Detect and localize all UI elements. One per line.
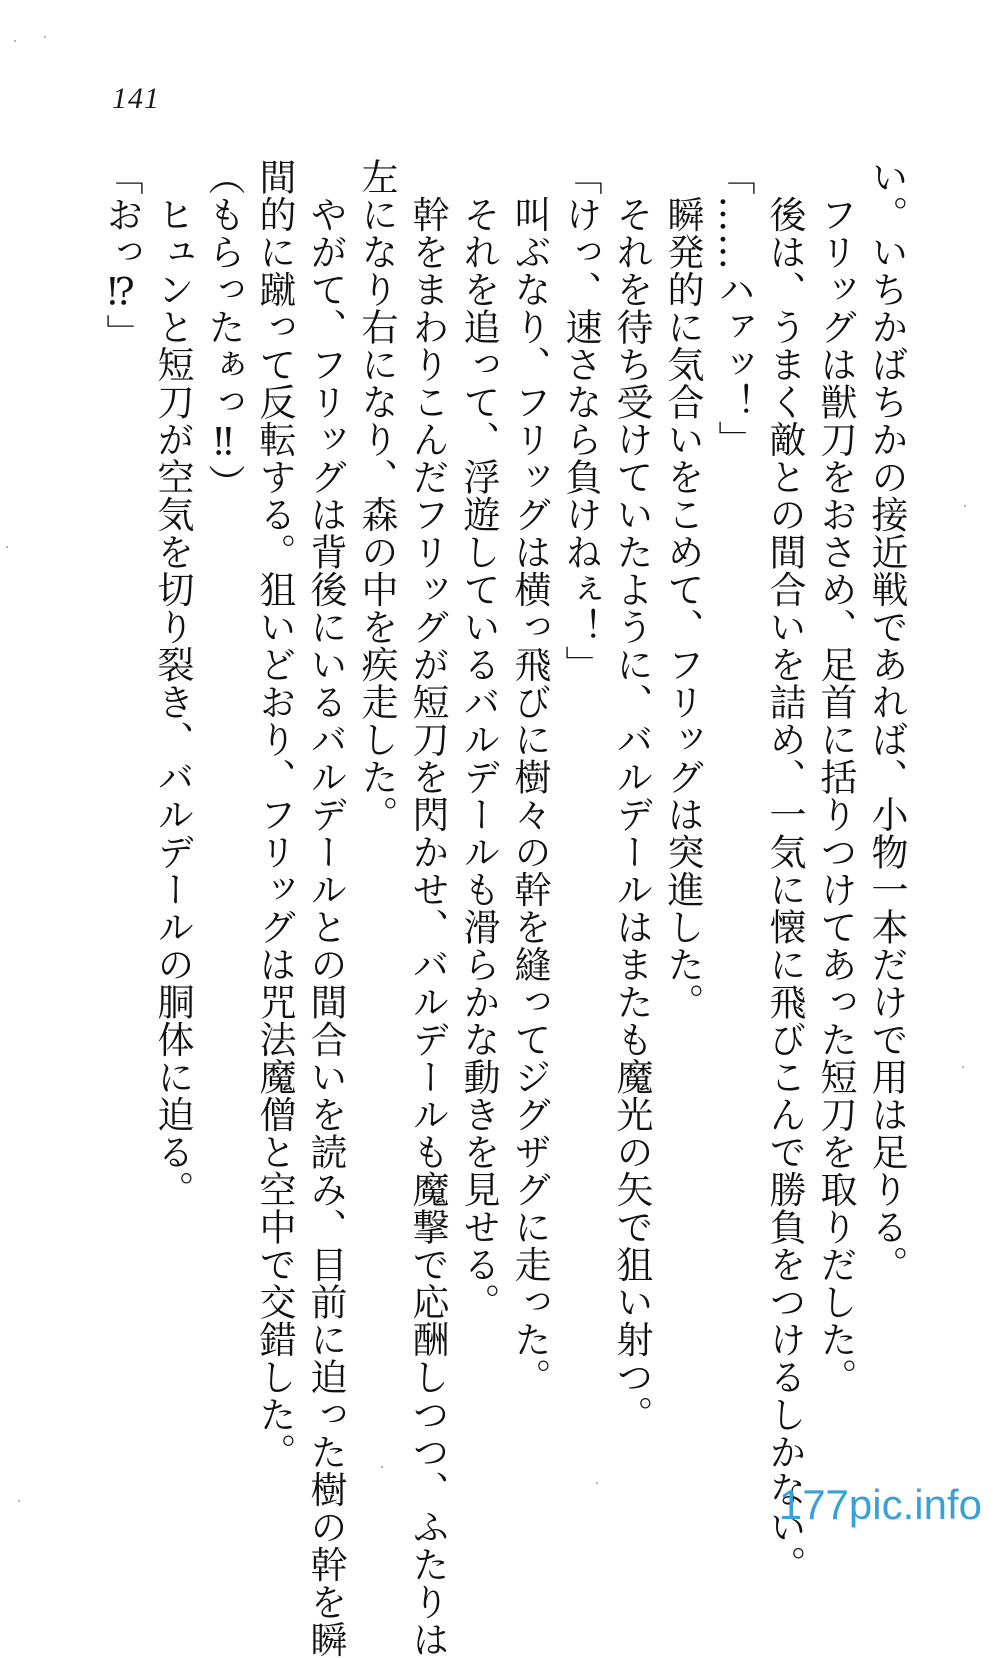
page-number: 141 (112, 82, 160, 115)
scan-speck (18, 1500, 20, 1502)
text-line-8: 叫ぶなり、フリッグは横っ飛びに樹々の幹を縫ってジグザグに走った。 (508, 158, 551, 1396)
text-line-3: 後は、うまく敵との間合いを詰め、一気に懐に飛びこんで勝負をつけるしかない。 (763, 158, 806, 1583)
text-line-15: ヒュンと短刀が空気を切り裂き、バルデールの胴体に迫る。 (151, 158, 194, 1208)
watermark-text: 177pic.info (778, 1481, 982, 1528)
text-line-12: やがて、フリッグは背後にいるバルデールとの間合いを読み、目前に迫った樹の幹を瞬 (304, 158, 347, 1658)
text-line-14: （もらったぁっ‼） (202, 158, 245, 502)
text-line-11: 左になり右になり、森の中を疾走した。 (355, 158, 398, 833)
text-line-4: 「……ハァッ！」 (712, 158, 755, 458)
scan-speck (964, 505, 966, 507)
scan-speck (44, 36, 46, 38)
text-line-5: 瞬発的に気合いをこめて、フリッグは突進した。 (661, 158, 704, 1021)
text-line-1: い。いちかばちかの接近戦であれば、小物一本だけで用は足りる。 (865, 158, 908, 1283)
text-line-13: 間的に蹴って反転する。狙いどおり、フリッグは咒法魔僧と空中で交錯した。 (253, 158, 296, 1471)
scan-speck (14, 40, 16, 42)
text-line-6: それを待ち受けていたように、バルデールはまたも魔光の矢で狙い射つ。 (610, 158, 653, 1433)
text-line-7: 「けっ、速さなら負けねぇ！」 (559, 158, 602, 683)
scan-speck (962, 1066, 964, 1068)
text-line-2: フリッグは獣刀をおさめ、足首に括りつけてあった短刀を取りだした。 (814, 158, 857, 1396)
scan-speck (381, 1466, 383, 1468)
text-line-9: それを追って、浮遊しているバルデールも滑らかな動きを見せる。 (457, 158, 500, 1321)
text-line-16: 「おっ⁉」 (100, 158, 143, 352)
text-line-10: 幹をまわりこんだフリッグが短刀を閃かせ、バルデールも魔撃で応酬しつつ、ふたりは (406, 158, 449, 1658)
scan-speck (596, 1482, 598, 1484)
scan-speck (6, 546, 8, 548)
